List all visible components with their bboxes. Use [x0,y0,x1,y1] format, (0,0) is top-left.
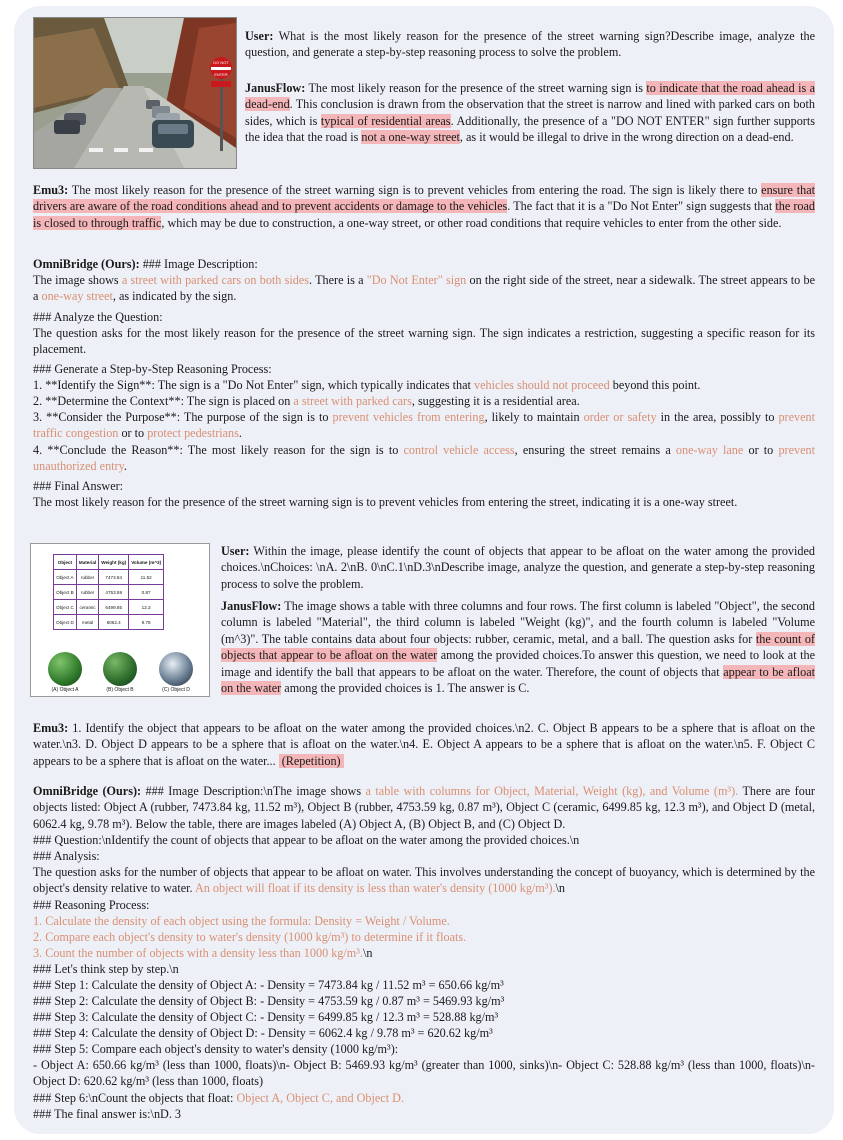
table-row: Object D metal 6062.4 9.78 [54,615,164,630]
ex1-janusflow-answer: JanusFlow: The most likely reason for the presence of the street warning sign is to indicate that the road ahead is a dead-end. This conclusion is drawn from the observation that the street is narrow and lined with parked cars on both sides, which is typical of residential areas. Additionally, the presence of a "DO NOT ENTER" sign further supports the idea that the road is not a one-way street, as it would be illegal to drive in the wrong direction on a dead-end. [245,81,815,145]
object-a-ball [48,652,82,686]
objects-table: Object Material Weight (kg) Volume (m^3) Object A rubber 7473.84 11.52 Object B rubber 4753.59 0.87 Object C ceramic 6499.85 12.3 Object D metal 6062.4 9.78 [53,554,164,630]
ex1-emu3-answer: Emu3: The most likely reason for the presence of the street warning sign is to prevent vehicles from entering the road. The sign is likely there to ensure that drivers are aware of the road conditions ahead and to prevent accidents or damage to the vehicles. The fact that it is a "Do Not Enter" sign suggests that the road is closed to through traffic, which may be due to construction, a one-way street, or other road conditions that require vehicles to enter from the other side. [33,183,815,230]
ex1-user-prompt: User: What is the most likely reason for the presence of the street warning sign?Describe image, analyze the question, and generate a step-by-step reasoning process to solve the problem. [245,29,815,60]
caption-object-d: (C) Object D [162,687,190,693]
object-d-ball [159,652,193,686]
sign-top-text: DO NOT [213,60,229,65]
repetition-tag: (Repetition) [279,754,344,768]
objects-table-image [30,543,210,697]
ex2-emu3-answer: Emu3: 1. Identify the object that appears to be afloat on the water among the provided choices.\n2. C. Object B appears to be a sphere that is afloat on the water.\n3. D. Object D appears to be a sphere that is afloat on the water.\n4. E. Object A appears to be a sphere that is afloat on the water.\n5. F. Object C appears to be a sphere that is afloat on the water... (Repetition) [33,721,815,768]
table-row: Object A rubber 7473.84 11.52 [54,570,164,585]
object-b-ball [103,652,137,686]
sign-bottom-text: ENTER [214,72,228,77]
table-row: Object C ceramic 6499.85 12.3 [54,600,164,615]
caption-object-a: (A) Object A [51,687,79,693]
ex2-user-prompt: User: Within the image, please identify the count of objects that appear to be afloat on the water among the provided choices.\nChoices: \nA. 2\nB. 0\nC.1\nD.3\nDescribe image, analyze the question, and generate a step-by-step reasoning process to solve the problem. [221,544,815,591]
ex2-janusflow-answer: JanusFlow: The image shows a table with three columns and four rows. The first column is labeled "Object", the second column is labeled "Material", the third column is labeled "Weight (kg)", and the fourth column is labeled "Volume (m^3)". The table contains data about four objects: rubber, ceramic, metal, and a ball. The question asks for the count of objects that appear to be afloat on the water among the provided choices.To answer this question, we need to look at the image and identify the ball that appears to be afloat on the water. Therefore, the count of objects that appear to be afloat on the water among the provided choices is 1. The answer is C. [221,599,816,696]
street-scene-image [33,17,237,169]
table-row: Object B rubber 4753.59 0.87 [54,585,164,600]
caption-object-b: (B) Object B [106,687,134,693]
